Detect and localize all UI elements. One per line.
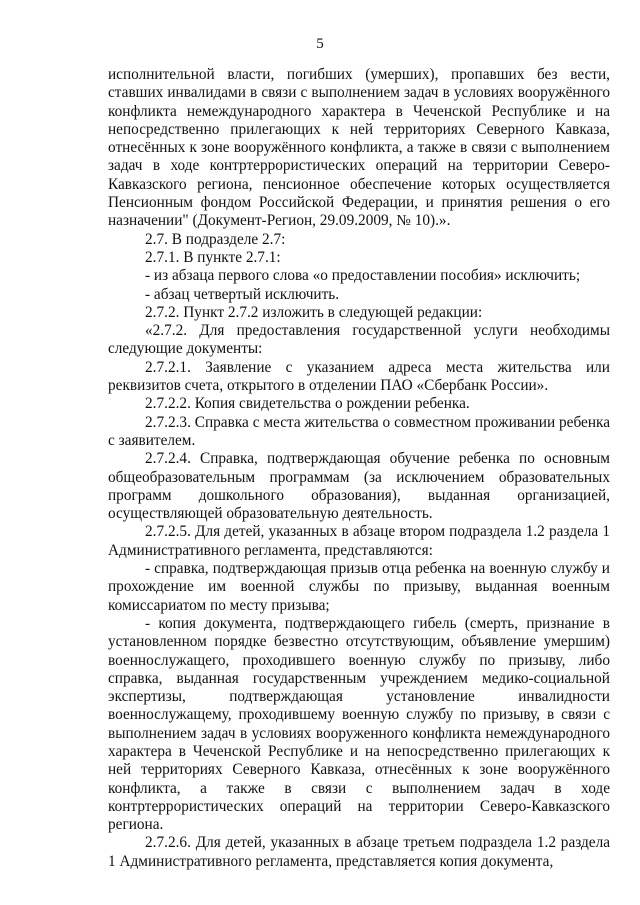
- paragraph-2-7-1-item-1: - из абзаца первого слова «о предоставлении пособия» исключить;: [145, 267, 581, 285]
- paragraph-2-7-2-4: 2.7.2.4. Справка, подтверждающая обучение ребенка по основным общеобразовательным программам (за исключением образовательных программ дошкольного образования), выданная организацией, осуществляющей образовательную деятельность.: [108, 450, 610, 523]
- paragraph-2-7-2-5-item-2: - копия документа, подтверждающего гибель (смерть, признание в установленном порядке безвестно отсутствующим, объявление умершим) военнослужащего, проходившего военную службу по призыву, либо справка, выданная государственным учреждением медико-социальной экспертизы, подтверждающая установление инвалидности военнослужащему, проходившему военную службу по призыву, в связи с выполнением задач в условиях вооруженного конфликта немеждународного характера в Чеченской Республике и на непосредственно прилегающих к ней территориях Северного Кавказа, отнесённых к зоне вооружённого конфликта, а также в связи с выполнением задач в ходе контртеррористических операций на территории Северо-Кавказского региона.: [108, 614, 610, 834]
- paragraph-2-7-2-5-item-1: - справка, подтверждающая призыв отца ребенка на военную службу и прохождение им военной службы по призыву, выданная военным комиссариатом по месту призыва;: [108, 560, 610, 614]
- paragraph-2-7-2-3: 2.7.2.3. Справка с места жительства о совместном проживании ребенка с заявителем.: [108, 413, 610, 449]
- paragraph-2-7: 2.7. В подразделе 2.7:: [145, 230, 286, 248]
- paragraph-2-7-2-1: 2.7.2.1. Заявление с указанием адреса места жительства или реквизитов счета, открытого в отделении ПАО «Сбербанк России».: [108, 358, 610, 395]
- paragraph-2-7-2-6: 2.7.2.6. Для детей, указанных в абзаце третьем подраздела 1.2 раздела 1 Административного регламента, представляется копия документа,: [108, 834, 610, 870]
- paragraph-2-7-1-item-2: - абзац четвертый исключить.: [145, 285, 340, 303]
- paragraph-2-7-1: 2.7.1. В пункте 2.7.1:: [145, 248, 281, 266]
- page-number: 5: [316, 36, 324, 52]
- paragraph-2-7-2: 2.7.2. Пункт 2.7.2 изложить в следующей редакции:: [145, 303, 483, 321]
- document-body: [108, 66, 610, 871]
- paragraph-2-7-2-new: «2.7.2. Для предоставления государственной услуги необходимы следующие документы:: [108, 322, 610, 358]
- paragraph-continuation: исполнительной власти, погибших (умерших), пропавших без вести, ставших инвалидами в связи с выполнением задач в условиях вооружённого конфликта немеждународного характера в Чеченской Республике и на непосредственно прилегающих к ней территориях Северного Кавказа, отнесённых к зоне вооружённого конфликта, а также в связи с выполнением задач в ходе контртеррористических операций на территории Северо-Кавказского региона, пенсионное обеспечение которых осуществляется Пенсионным фондом Российской Федерации, и принятия решения о его назначении" (Документ-Регион, 29.09.2009, № 10).».: [108, 66, 610, 230]
- paragraph-2-7-2-2: 2.7.2.2. Копия свидетельства о рождении ребенка.: [145, 395, 470, 413]
- paragraph-2-7-2-5: 2.7.2.5. Для детей, указанных в абзаце втором подраздела 1.2 раздела 1 Административного регламента, представляются:: [108, 523, 610, 559]
